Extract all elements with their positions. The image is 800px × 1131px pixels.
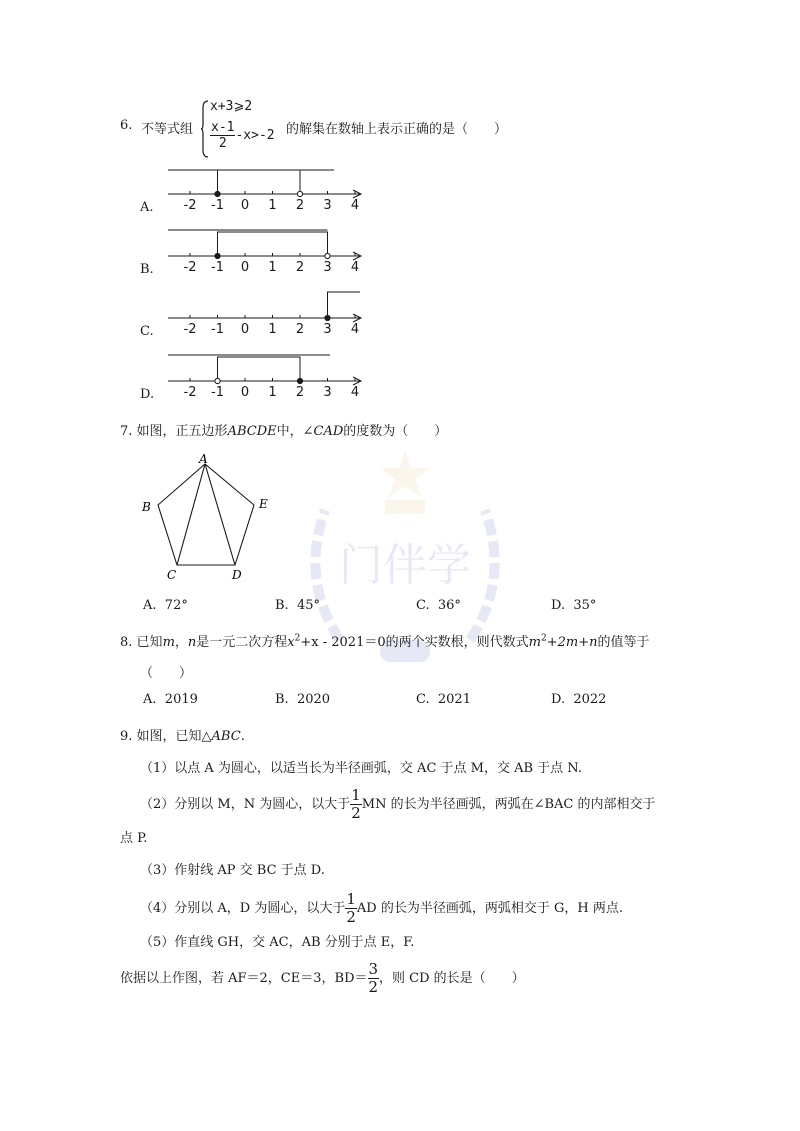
closed-endpoint-dot [325, 315, 330, 320]
q7-angle: CAD [313, 424, 344, 439]
tick-label: 1 [268, 260, 277, 275]
q6-option-label-3[interactable]: D. [140, 387, 155, 402]
q8-expr-sup: 2 [540, 633, 547, 644]
left-brace-icon [201, 100, 209, 158]
number-line-1 [160, 222, 370, 278]
q6-option-label-0[interactable]: A. [140, 200, 154, 215]
tick-label: 4 [350, 385, 360, 400]
q8-option-b[interactable] [275, 692, 330, 707]
q8-eq: +x - 2021＝0 [300, 635, 386, 650]
q8-stem [120, 631, 649, 650]
closed-endpoint-dot [215, 191, 220, 196]
number-line-0 [160, 160, 370, 216]
q7-option-c-label: C. [416, 598, 430, 613]
q8-expr-m: m [528, 635, 541, 650]
q8-option-d[interactable] [551, 692, 606, 707]
q8-option-a[interactable] [143, 692, 198, 707]
tick-label: 0 [240, 198, 250, 213]
q9-final [120, 962, 525, 995]
tick-label: 2 [295, 260, 305, 275]
vertex-e: E [259, 497, 268, 511]
tick-label: -2 [183, 260, 197, 275]
tick-label: -1 [211, 198, 224, 213]
tick-label: -1 [211, 322, 224, 337]
q9-number: 9. [120, 729, 133, 744]
q7-option-c[interactable] [416, 598, 461, 613]
vertex-c: C [167, 568, 177, 582]
q9-step-1: （1）以点 A 为圆心，以适当长为半径画弧，交 AC 于点 M，交 AB 于点 N. [140, 761, 582, 776]
q8-t2: 是一元二次方程 [196, 635, 288, 650]
open-endpoint-circle [215, 378, 220, 383]
open-endpoint-circle [325, 253, 330, 258]
q9-s4-den: 2 [346, 908, 356, 926]
q8-option-b-label: B. [275, 692, 289, 707]
solution-set-bracket [168, 355, 330, 381]
q8-t3: 的两个实数根，则代数式 [385, 635, 529, 650]
watermark-logo [280, 440, 530, 690]
number-line-3 [160, 347, 370, 403]
tick-label: 3 [323, 385, 332, 400]
q8-option-c-value: 2021 [437, 692, 471, 707]
q6-prefix: 不等式组 [141, 122, 194, 137]
tick-label: 3 [323, 260, 332, 275]
pentagon-shape [158, 464, 254, 565]
closed-endpoint-dot [297, 378, 302, 383]
q8-comma: ， [174, 635, 188, 650]
q8-x: x [287, 635, 295, 650]
tick-label: 2 [295, 385, 305, 400]
q7-option-b-label: B. [275, 598, 289, 613]
q6-option-label-1[interactable]: B. [140, 262, 154, 277]
q6-inequality-1: x+3⩾2 [210, 99, 253, 114]
tick-label: 2 [295, 198, 305, 213]
q7-option-b[interactable] [275, 598, 320, 613]
q9-title-a: 如图，已知△ [136, 729, 212, 744]
tick-label: 3 [323, 198, 332, 213]
q8-number: 8. [120, 635, 133, 650]
q9-s4-num: 1 [346, 890, 356, 908]
q6-option-label-2[interactable]: C. [140, 324, 154, 339]
tick-label: -2 [183, 322, 197, 337]
tick-label: 0 [240, 385, 250, 400]
q9-title-b: ABC [211, 729, 241, 744]
solution-set-bracket [328, 292, 361, 318]
q7-number: 7. [120, 424, 133, 439]
tick-label: 4 [350, 322, 360, 337]
q7-text-b: 中，∠ [276, 424, 314, 439]
q9-title-c: . [240, 729, 245, 744]
tick-label: -1 [211, 260, 224, 275]
q6-inequality-2 [210, 121, 275, 150]
q7-option-d-label: D. [551, 598, 566, 613]
q7-stem [120, 420, 447, 439]
q7-option-b-value: 45° [296, 598, 320, 613]
q8-m: m [162, 635, 175, 650]
q9-title [120, 725, 245, 744]
ineq2-numerator: x-1 [211, 120, 235, 135]
tick-label: 1 [268, 385, 277, 400]
ineq2-denominator: 2 [218, 136, 227, 151]
q7-option-a[interactable] [143, 598, 188, 613]
q7-text-a: 如图，正五边形 [136, 424, 228, 439]
q7-option-c-value: 36° [437, 598, 461, 613]
tick-label: 3 [323, 322, 332, 337]
diagonal-ad [205, 464, 235, 565]
q9-s2-b: MN 的长为半径画弧，两弧在∠BAC 的内部相交于 [361, 797, 656, 812]
q8-t4: 的值等于 [597, 635, 650, 650]
diagonal-ac [177, 464, 205, 565]
q9-final-den: 2 [368, 978, 379, 996]
solution-set-bracket [168, 230, 328, 256]
q9-s2-num: 1 [351, 786, 361, 804]
solution-set-bracket [168, 170, 334, 194]
vertex-a: A [199, 452, 208, 466]
open-endpoint-circle [297, 191, 302, 196]
q8-sup: 2 [294, 633, 301, 644]
q9-s4-b: AD 的长为半径画弧，两弧相交于 G，H 两点. [356, 901, 623, 916]
tick-label: -2 [183, 198, 197, 213]
q7-option-d-value: 35° [573, 598, 597, 613]
tick-label: -2 [183, 385, 197, 400]
vertex-d: D [232, 568, 242, 582]
q9-final-a: 依据以上作图，若 AF＝2，CE＝3，BD＝ [120, 971, 368, 986]
q8-option-d-label: D. [551, 692, 566, 707]
q9-step-4 [140, 892, 623, 925]
q9-step-3: （3）作射线 AP 交 BC 于点 D. [140, 863, 325, 878]
tick-label: 1 [268, 198, 277, 213]
q8-option-c-label: C. [416, 692, 430, 707]
tick-label: -1 [211, 385, 224, 400]
q8-option-c[interactable] [416, 692, 471, 707]
q8-paren: （ ） [140, 666, 193, 681]
tick-label: 4 [350, 198, 360, 213]
q8-option-a-label: A. [143, 692, 157, 707]
q9-final-num: 3 [368, 960, 379, 978]
pentagon-figure [135, 448, 285, 588]
q7-option-a-label: A. [143, 598, 157, 613]
tick-label: 0 [240, 322, 250, 337]
ineq2-rest: -x>-2 [235, 128, 275, 143]
tick-label: 1 [268, 322, 277, 337]
tick-label: 4 [350, 260, 360, 275]
watermark-text: 门伴学 [339, 540, 471, 591]
q9-step-2-cont: 点 P. [120, 831, 148, 846]
number-line-2 [160, 284, 370, 340]
q9-step-5: （5）作直线 GH，交 AC，AB 分别于点 E，F. [140, 935, 415, 950]
q6-number: 6. [120, 118, 133, 133]
q8-option-b-value: 2020 [296, 692, 331, 707]
q8-t1: 已知 [136, 635, 163, 650]
q8-option-a-value: 2019 [164, 692, 198, 707]
q8-n: n [187, 635, 197, 650]
q9-final-b: ，则 CD 的长是（ ） [379, 971, 525, 986]
vertex-b: B [142, 500, 151, 514]
q7-option-d[interactable] [551, 598, 596, 613]
q8-option-d-value: 2022 [573, 692, 607, 707]
q8-expr-rest: +2m+n [546, 635, 598, 650]
q9-s4-a: （4）分别以 A，D 为圆心，以大于 [140, 901, 346, 916]
q6-suffix: 的解集在数轴上表示正确的是（ ） [286, 122, 508, 137]
tick-label: 2 [295, 322, 305, 337]
q7-text-c: 的度数为（ ） [343, 424, 448, 439]
q7-shape: ABCDE [227, 424, 277, 439]
tick-label: 0 [240, 260, 250, 275]
q9-s2-den: 2 [351, 804, 361, 822]
q9-s2-a: （2）分别以 M，N 为圆心，以大于 [140, 797, 351, 812]
q7-option-a-value: 72° [164, 598, 188, 613]
closed-endpoint-dot [215, 253, 220, 258]
q9-step-2 [140, 788, 656, 821]
